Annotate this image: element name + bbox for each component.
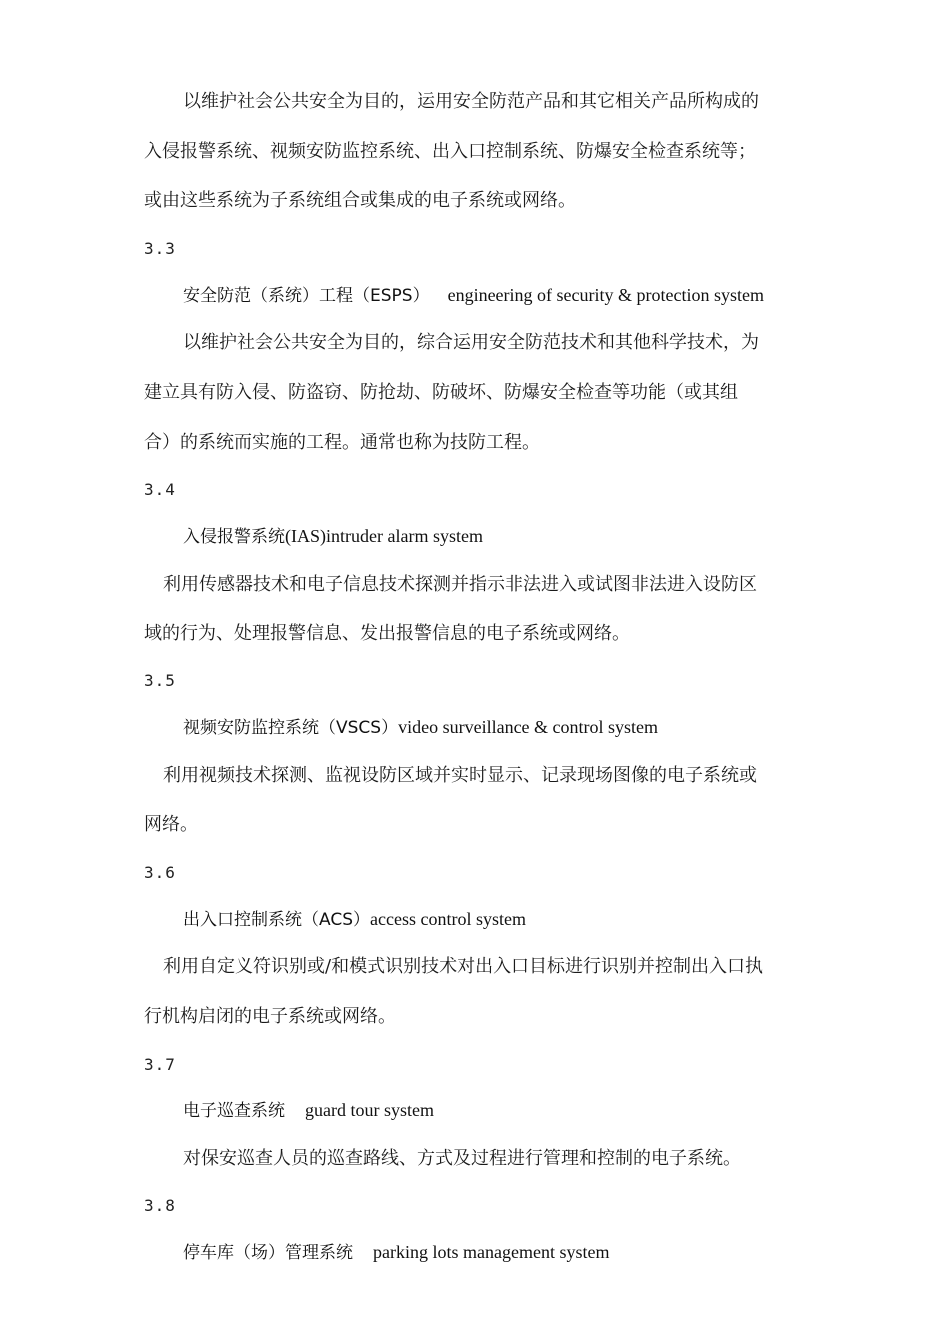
- term-heading: [183, 907, 526, 932]
- section-number: 3.6: [144, 863, 176, 882]
- definition-line: 对保安巡查人员的巡查路线、方式及过程进行管理和控制的电子系统。: [183, 1148, 741, 1169]
- definition-line: 合）的系统而实施的工程。通常也称为技防工程。: [144, 432, 540, 453]
- term-chinese: 视频安防监控系统（VSCS）: [183, 718, 399, 738]
- term-heading: [183, 1098, 434, 1123]
- term-heading: [183, 1240, 609, 1265]
- definition-line: 利用视频技术探测、监视设防区域并实时显示、记录现场图像的电子系统或: [163, 765, 757, 786]
- term-english: video surveillance & control system: [398, 717, 659, 737]
- term-heading: [183, 715, 658, 740]
- section-number: 3.3: [144, 239, 176, 258]
- paragraph-line: 或由这些系统为子系统组合或集成的电子系统或网络。: [144, 190, 576, 211]
- definition-line: 网络。: [144, 814, 198, 835]
- term-english: engineering of security & protection system: [447, 285, 764, 305]
- definition-line: 行机构启闭的电子系统或网络。: [144, 1006, 396, 1027]
- term-chinese: 入侵报警系统: [183, 527, 285, 547]
- term-chinese: 安全防范（系统）工程（ESPS）: [183, 286, 430, 306]
- section-number: 3.8: [144, 1196, 176, 1215]
- section-number: 3.7: [144, 1055, 176, 1074]
- section-number: 3.5: [144, 671, 176, 690]
- paragraph-line: 以维护社会公共安全为目的，运用安全防范产品和其它相关产品所构成的: [183, 91, 759, 112]
- definition-line: 以维护社会公共安全为目的，综合运用安全防范技术和其他科学技术，为: [183, 332, 759, 353]
- term-heading: [183, 524, 483, 549]
- definition-line: 域的行为、处理报警信息、发出报警信息的电子系统或网络。: [144, 623, 630, 644]
- term-chinese: 停车库（场）管理系统: [183, 1243, 353, 1263]
- definition-line: 建立具有防入侵、防盗窃、防抢劫、防破坏、防爆安全检查等功能（或其组: [144, 382, 738, 403]
- paragraph-line: 入侵报警系统、视频安防监控系统、出入口控制系统、防爆安全检查系统等；: [144, 141, 756, 162]
- term-chinese: 电子巡查系统: [183, 1101, 285, 1121]
- term-english: parking lots management system: [373, 1242, 610, 1262]
- term-english: guard tour system: [305, 1100, 434, 1120]
- term-chinese: 出入口控制系统（ACS）: [183, 910, 370, 930]
- term-english: (IAS)intruder alarm system: [285, 526, 483, 546]
- term-english: access control system: [370, 909, 526, 929]
- section-number: 3.4: [144, 480, 176, 499]
- definition-line: 利用自定义符识别或/和模式识别技术对出入口目标进行识别并控制出入口执: [163, 956, 764, 977]
- term-heading: [183, 283, 764, 308]
- definition-line: 利用传感器技术和电子信息技术探测并指示非法进入或试图非法进入设防区: [163, 574, 757, 595]
